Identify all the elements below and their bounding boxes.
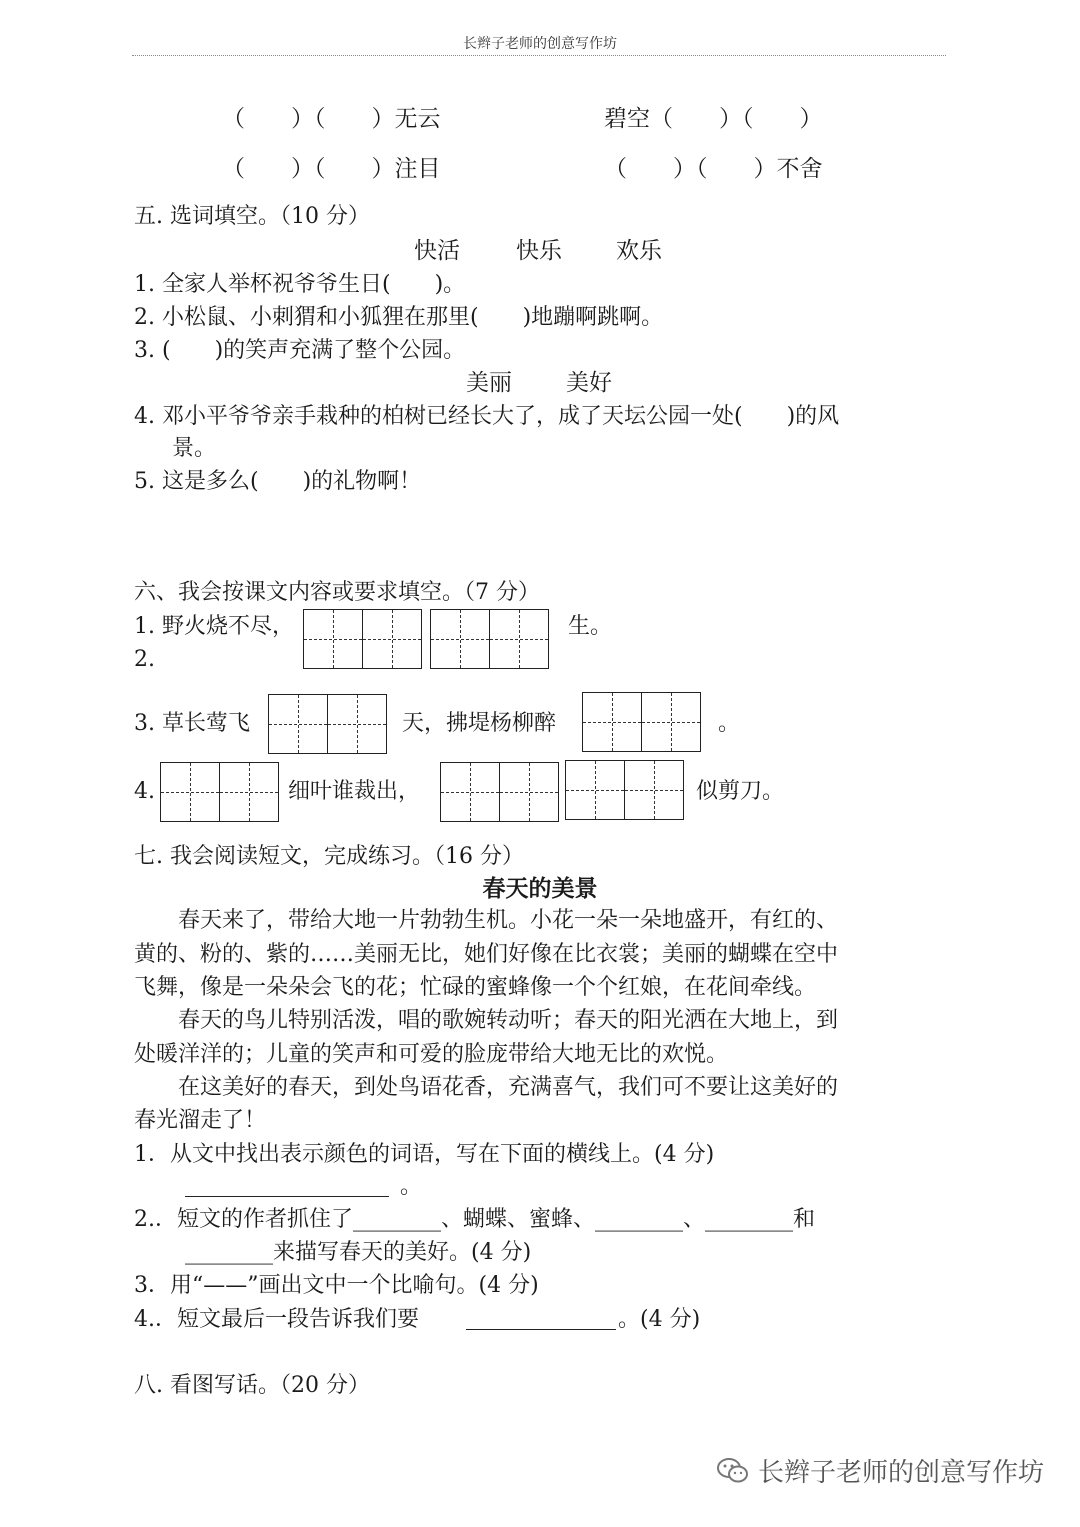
- idiom-row1-right: 碧空（ ）（ ）: [604, 106, 823, 132]
- idiom-row2-left: （ ）（ ）注目: [222, 156, 441, 182]
- word-option: 欢乐: [616, 238, 662, 264]
- writing-cell[interactable]: [160, 762, 220, 822]
- section5-title: 五. 选词填空。（10 分）: [134, 204, 370, 229]
- s7-q1-end: 。: [400, 1174, 423, 1199]
- idiom-row2-right: （ ）（ ）不舍: [604, 156, 823, 182]
- s5-question-4: 4. 邓小平爷爷亲手栽种的柏树已经长大了，成了天坛公园一处( )的风: [134, 404, 840, 429]
- s7-question-2-cont: ________来描写春天的美好。(4 分): [185, 1240, 532, 1265]
- writing-cell[interactable]: [582, 692, 642, 752]
- word-option: 美好: [566, 370, 612, 396]
- writing-grid[interactable]: [430, 609, 547, 669]
- s5-question-1: 1. 全家人举杯祝爷爷生日( )。: [134, 272, 466, 297]
- passage-title: 春天的美景: [482, 876, 598, 902]
- writing-cell[interactable]: [624, 760, 684, 820]
- section6-title: 六、我会按课文内容或要求填空。（7 分）: [134, 580, 540, 605]
- writing-cell[interactable]: [430, 609, 490, 669]
- word-option: 美丽: [466, 370, 512, 396]
- s6-q1-text: 1. 野火烧不尽，: [134, 614, 294, 639]
- s6-q3-text: 3. 草长莺飞: [134, 711, 250, 736]
- writing-cell[interactable]: [641, 692, 701, 752]
- passage-line: 春天来了，带给大地一片勃勃生机。小花一朵一朵地盛开，有红的、: [134, 908, 839, 933]
- writing-cell[interactable]: [499, 762, 559, 822]
- header-divider: [132, 55, 946, 56]
- writing-grid[interactable]: [582, 692, 699, 752]
- watermark: [716, 1452, 1044, 1489]
- writing-cell[interactable]: [268, 694, 328, 754]
- s7-question-1: 1．从文中找出表示颜色的词语，写在下面的横线上。(4 分): [134, 1142, 715, 1167]
- s5-question-5: 5. 这是多么( )的礼物啊！: [134, 469, 422, 494]
- writing-grid[interactable]: [440, 762, 557, 822]
- passage-line: 春光溜走了！: [134, 1108, 267, 1133]
- idiom-row1-left: （ ）（ ）无云: [222, 106, 441, 132]
- s6-q2: 2.: [134, 647, 155, 672]
- watermark-text: 长辫子老师的创意写作坊: [757, 1458, 1044, 1488]
- s6-q4-num: 4.: [134, 779, 155, 804]
- s6-q4-mid: 细叶谁裁出，: [288, 779, 421, 804]
- passage-line: 春天的鸟儿特别活泼，唱的歌婉转动听；春天的阳光洒在大地上，到: [134, 1008, 839, 1033]
- s5-question-2: 2. 小松鼠、小刺猬和小狐狸在那里( )地蹦啊跳啊。: [134, 305, 664, 330]
- writing-cell[interactable]: [565, 760, 625, 820]
- writing-cell[interactable]: [327, 694, 387, 754]
- s5-question-3: 3. ( )的笑声充满了整个公园。: [134, 338, 466, 363]
- section7-title: 七. 我会阅读短文，完成练习。（16 分）: [134, 844, 524, 869]
- wechat-icon: [716, 1456, 750, 1486]
- passage-line: 在这美好的春天，到处鸟语花香，充满喜气，我们可不要让这美好的: [134, 1075, 839, 1100]
- word-option: 快活: [414, 238, 460, 264]
- writing-grid[interactable]: [565, 760, 682, 820]
- page-header: 长辫子老师的创意写作坊: [463, 36, 617, 52]
- answer-line[interactable]: [466, 1307, 616, 1330]
- answer-line[interactable]: [185, 1174, 389, 1197]
- writing-cell[interactable]: [440, 762, 500, 822]
- s6-q3-end: 。: [718, 711, 741, 736]
- s7-question-3: 3．用“——”画出文中一个比喻句。(4 分): [134, 1273, 539, 1298]
- s5-question-4-cont: 景。: [172, 436, 217, 461]
- s7-q4-end: 。(4 分): [618, 1307, 701, 1332]
- writing-grid[interactable]: [268, 694, 385, 754]
- s6-q1-end: 生。: [568, 614, 613, 639]
- word-option: 快乐: [516, 238, 562, 264]
- section8-title: 八. 看图写话。（20 分）: [134, 1373, 370, 1398]
- passage-line: 处暖洋洋的；儿童的笑声和可爱的脸庞带给大地无比的欢悦。: [134, 1042, 729, 1067]
- s6-q4-end: 似剪刀。: [696, 779, 785, 804]
- s7-question-4: 4.．短文最后一段告诉我们要: [134, 1307, 419, 1332]
- writing-grid[interactable]: [303, 609, 420, 669]
- s7-question-2: 2.．短文的作者抓住了________、蝴蝶、蜜蜂、________、________和: [134, 1207, 815, 1232]
- writing-grid[interactable]: [160, 762, 277, 822]
- writing-cell[interactable]: [362, 609, 422, 669]
- writing-cell[interactable]: [219, 762, 279, 822]
- passage-line: 黄的、粉的、紫的……美丽无比，她们好像在比衣裳；美丽的蝴蝶在空中: [134, 942, 839, 967]
- passage-line: 飞舞，像是一朵朵会飞的花；忙碌的蜜蜂像一个个红娘，在花间牵线。: [134, 975, 817, 1000]
- writing-cell[interactable]: [303, 609, 363, 669]
- writing-cell[interactable]: [489, 609, 549, 669]
- s6-q3-mid: 天，拂堤杨柳醉: [402, 711, 557, 736]
